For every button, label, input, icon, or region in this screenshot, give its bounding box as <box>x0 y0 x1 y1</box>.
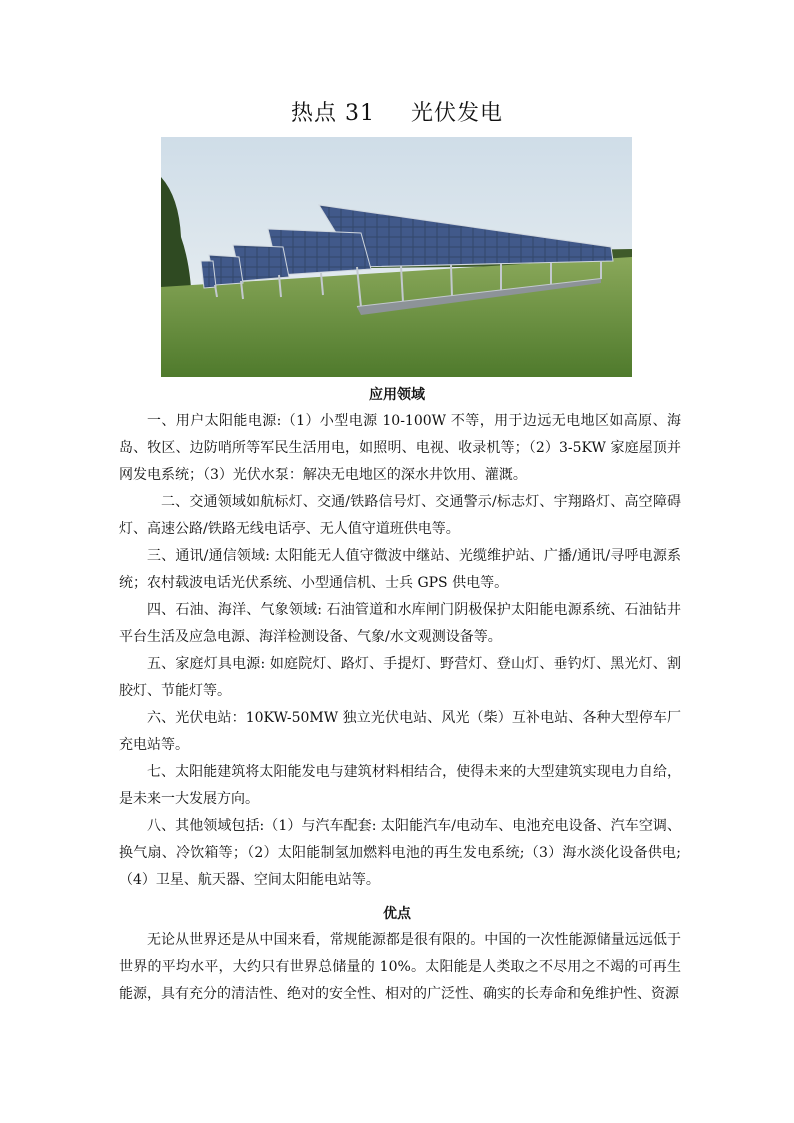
title-text: 光伏发电 <box>410 101 503 126</box>
section-heading-advantages: 优点 <box>383 906 411 922</box>
paragraph: 二、交通领域如航标灯、交通/铁路信号灯、交通警示/标志灯、宇翔路灯、高空障碍灯、高速公路/铁路无线电话亭、无人值守道班供电等。 <box>119 494 681 537</box>
paragraph: 三、通讯/通信领域: 太阳能无人值守微波中继站、光缆维护站、广播/通讯/寻呼电源系统；农村载波电话光伏系统、小型通信机、士兵 GPS 供电等。 <box>119 548 681 591</box>
section-heading-applications: 应用领域 <box>369 387 425 403</box>
paragraph: 七、太阳能建筑将太阳能发电与建筑材料相结合，使得未来的大型建筑实现电力自给，是未来一大发展方向。 <box>119 764 681 807</box>
paragraph: 八、其他领域包括:（1）与汽车配套: 太阳能汽车/电动车、电池充电设备、汽车空调、换气扇、冷饮箱等；（2）太阳能制氢加燃料电池的再生发电系统;（3）海水淡化设备供电;（4）卫星、航天器、空间太阳能电站等。 <box>119 818 681 888</box>
paragraph: 六、光伏电站：10KW-50MW 独立光伏电站、风光（柴）互补电站、各种大型停车厂充电站等。 <box>119 710 681 753</box>
page-title <box>0 96 794 127</box>
paragraph: 无论从世界还是从中国来看，常规能源都是很有限的。中国的一次性能源储量远远低于世界的平均水平，大约只有世界总储量的 10%。太阳能是人类取之不尽用之不竭的可再生能源，具有充分的清洁性、绝对的安全性、相对的广泛性、确实的长寿命和免维护性、资源 <box>119 932 681 1002</box>
paragraph: 四、石油、海洋、气象领域: 石油管道和水库闸门阴极保护太阳能电源系统、石油钻井平台生活及应急电源、海洋检测设备、气象/水文观测设备等。 <box>119 602 681 645</box>
applications-body <box>119 408 681 894</box>
paragraph: 五、家庭灯具电源: 如庭院灯、路灯、手提灯、野营灯、登山灯、垂钓灯、黑光灯、割胶灯、节能灯等。 <box>119 656 681 699</box>
solar-farm-photo <box>161 137 632 377</box>
title-number: 热点 31 <box>290 101 375 126</box>
advantages-body <box>119 927 681 1008</box>
paragraph: 一、用户太阳能电源:（1）小型电源 10-100W 不等，用于边远无电地区如高原、海岛、牧区、边防哨所等军民生活用电，如照明、电视、收录机等；（2）3-5KW 家庭屋顶并网发电系统；（3）光伏水泵：解决无电地区的深水井饮用、灌溉。 <box>119 413 681 483</box>
